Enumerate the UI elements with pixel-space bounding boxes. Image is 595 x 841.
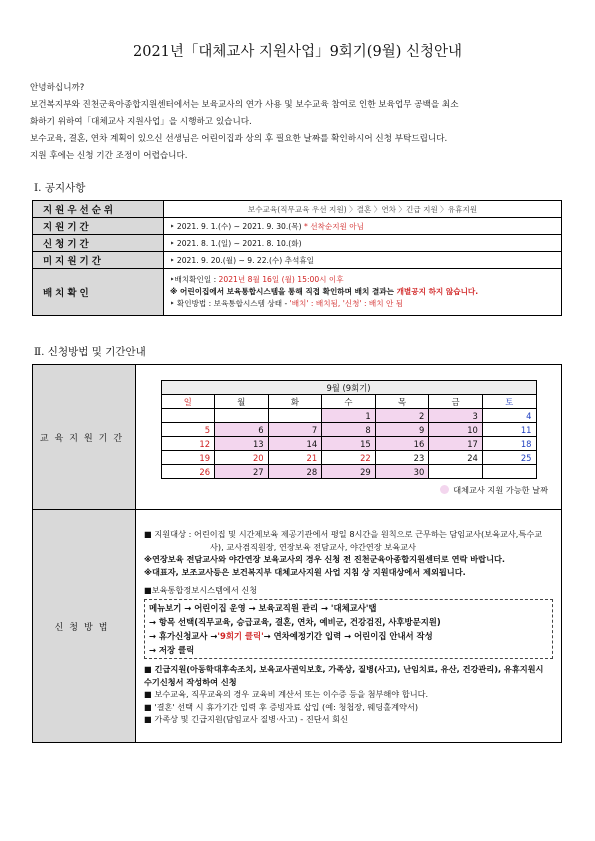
calendar-day — [215, 409, 269, 423]
exclusion-note: ※대표자, 보조교사등은 보건복지부 대체교사지원 사업 지침 상 지원대상에서 제외됩니다. — [144, 566, 466, 577]
calendar-day: 5 — [161, 423, 215, 437]
target-text: ■ 지원대상 : 어린이집 및 시간제보육 제공기관에서 평일 8시간을 원칙으로 근무하는 담임교사(보육교사,특수교사), 교사겸직원장, 연장보육 전담교사, 야간연장 보육교사 — [144, 529, 543, 552]
bullet: ■ '결혼' 선택 시 휴가기간 입력 후 증빙자료 삽입 (예: 청첩장, 웨딩홀계약서) — [144, 701, 419, 712]
calendar-day: 29 — [322, 465, 376, 479]
calendar-day — [161, 409, 215, 423]
intro-line: 안녕하십니까? — [30, 83, 85, 93]
calendar-day: 26 — [161, 465, 215, 479]
bullet: ■ 보수교육, 직무교육의 경우 교육비 계산서 또는 이수증 등을 첨부해야 합니다. — [144, 689, 429, 700]
calendar-day: 6 — [215, 423, 269, 437]
calendar-day: 24 — [429, 451, 483, 465]
confirm-method: ‣ 확인방법 : 보육통합시스템 상태 - — [170, 299, 290, 308]
priority-value: 보수교육(직무교육 우선 지원) 〉결혼 〉연차 〉긴급 지원 〉유휴지원 — [164, 201, 562, 218]
page-title: 2021년「대체교사 지원사업」9회기(9월) 신청안내 — [133, 44, 462, 60]
calendar-day: 18 — [482, 437, 536, 451]
confirm-method-line — [170, 298, 555, 310]
calendar-day: 21 — [268, 451, 322, 465]
steps-box — [144, 599, 553, 659]
intro-text — [30, 80, 570, 165]
step-line — [149, 629, 548, 643]
weekday-sat: 토 — [482, 395, 536, 409]
calendar-day: 27 — [215, 465, 269, 479]
confirm-date-line — [170, 274, 555, 286]
calendar-cell — [136, 365, 562, 510]
calendar-day: 30 — [375, 465, 429, 479]
weekday-sun: 일 — [161, 395, 215, 409]
calendar-day: 3 — [429, 409, 483, 423]
calendar-day: 9 — [375, 423, 429, 437]
confirm-note-emphasis: 개별공지 하지 않습니다. — [396, 287, 479, 296]
step-part: → 연차예정기간 입력 → 어린이집 안내서 작성 — [263, 631, 433, 641]
step-highlight: '9회기 클릭' — [217, 631, 264, 641]
priority-label: 지원우선순위 — [33, 201, 164, 218]
calendar-week — [161, 451, 536, 465]
period-cell — [164, 218, 562, 235]
weekday-fri: 금 — [429, 395, 483, 409]
education-period-label: 교육지원기간 — [33, 365, 136, 510]
weekday-tue: 화 — [268, 395, 322, 409]
weekday-wed: 수 — [322, 395, 376, 409]
period-note: * 선착순지원 아님 — [303, 221, 364, 231]
confirm-label: 배치확인 — [33, 269, 164, 316]
step-line: → 항목 선택(직무교육, 승급교육, 결혼, 연차, 예비군, 건강검진, 사후방문지원) — [149, 617, 441, 627]
calendar-week — [161, 423, 536, 437]
calendar-day: 12 — [161, 437, 215, 451]
calendar-day: 17 — [429, 437, 483, 451]
calendar-day: 11 — [482, 423, 536, 437]
period-label: 지원기간 — [33, 218, 164, 235]
method-content — [136, 510, 562, 743]
method-table — [32, 364, 562, 743]
calendar-day: 8 — [322, 423, 376, 437]
apply-label: 신청기간 — [33, 235, 164, 252]
confirm-method-status: '배치' : 배치됨, '신청' : 배치 안 됨 — [289, 299, 404, 308]
nonsupport-value: ‣ 2021. 9. 20.(월) ~ 9. 22.(수) 추석휴일 — [164, 252, 562, 269]
nonsupport-label: 미지원기간 — [33, 252, 164, 269]
method-label: 신청방법 — [33, 510, 136, 743]
calendar-legend — [137, 485, 560, 496]
weekday-thu: 목 — [375, 395, 429, 409]
bullet: ■ 긴급지원(아동학대후속조치, 보육교사권익보호, 가족상, 질병(사고), 난임치료, 유산, 건강관리), 유휴지원시 수기신청서 작성하여 신청 — [144, 664, 544, 687]
intro-line: 보건복지부와 진천군육아종합지원센터에서는 보육교사의 연가 사용 및 보수교육 참여로 인한 보육업무 공백을 최소 — [30, 100, 459, 110]
calendar-day: 10 — [429, 423, 483, 437]
legend-swatch — [440, 485, 449, 494]
apply-value: ‣ 2021. 8. 1.(일) ~ 2021. 8. 10.(화) — [164, 235, 562, 252]
calendar — [161, 380, 537, 479]
calendar-day — [482, 465, 536, 479]
calendar-day: 25 — [482, 451, 536, 465]
confirm-date: 2021년 8월 16일 (월) 15:00시 이후 — [218, 275, 344, 284]
calendar-day: 23 — [375, 451, 429, 465]
calendar-day: 19 — [161, 451, 215, 465]
bullet: ■ 가족상 및 긴급지원(담임교사 질병·사고) - 진단서 회신 — [144, 714, 348, 725]
calendar-day: 4 — [482, 409, 536, 423]
legend-label: 대체교사 지원 가능한 날짜 — [453, 485, 548, 495]
step-line: 메뉴보기 → 어린이집 운영 → 보육교직원 관리 → '대체교사'탭 — [149, 603, 377, 613]
calendar-day: 1 — [322, 409, 376, 423]
calendar-day: 16 — [375, 437, 429, 451]
calendar-day: 22 — [322, 451, 376, 465]
period-value: ‣ 2021. 9. 1.(수) ~ 2021. 9. 30.(목) — [170, 221, 302, 231]
confirm-note: ※ 어린이집에서 보육통합시스템을 통해 직접 확인하며 배치 결과는 — [170, 287, 397, 296]
intro-line: 화하기 위하여「대체교사 지원사업」을 시행하고 있습니다. — [30, 117, 252, 127]
step-part: → 휴가신청교사 → — [149, 631, 218, 641]
intro-line: 지원 후에는 신청 기간 조정이 어렵습니다. — [30, 151, 188, 161]
system-header: ■보육통합정보시스템에서 신청 — [144, 585, 258, 596]
calendar-header-row — [161, 395, 536, 409]
calendar-day: 2 — [375, 409, 429, 423]
calendar-day: 15 — [322, 437, 376, 451]
calendar-day: 7 — [268, 423, 322, 437]
calendar-day — [429, 465, 483, 479]
calendar-day: 20 — [215, 451, 269, 465]
confirm-cell — [164, 269, 562, 316]
calendar-day — [268, 409, 322, 423]
step-line: → 저장 클릭 — [149, 645, 195, 655]
section-heading-notice: Ⅰ. 공지사항 — [34, 182, 86, 194]
calendar-month: 9월 (9회기) — [161, 381, 536, 395]
notice-table — [32, 200, 562, 316]
calendar-day: 14 — [268, 437, 322, 451]
intro-line: 보수교육, 결혼, 연차 계획이 있으신 선생님은 어린이집과 상의 후 필요한 날짜를 확인하시어 신청 부탁드립니다. — [30, 134, 448, 144]
section-heading-method: Ⅱ. 신청방법 및 기간안내 — [34, 346, 146, 358]
calendar-day: 13 — [215, 437, 269, 451]
confirm-note-line — [170, 286, 555, 298]
calendar-week — [161, 465, 536, 479]
calendar-week — [161, 437, 536, 451]
calendar-day: 28 — [268, 465, 322, 479]
weekday-mon: 월 — [215, 395, 269, 409]
calendar-week — [161, 409, 536, 423]
confirm-date-prefix: ‣배치확인일 : — [170, 275, 219, 284]
extended-note: ※연장보육 전담교사와 야간연장 보육교사의 경우 신청 전 진천군육아종합지원센터로 연락 바랍니다. — [144, 554, 505, 565]
